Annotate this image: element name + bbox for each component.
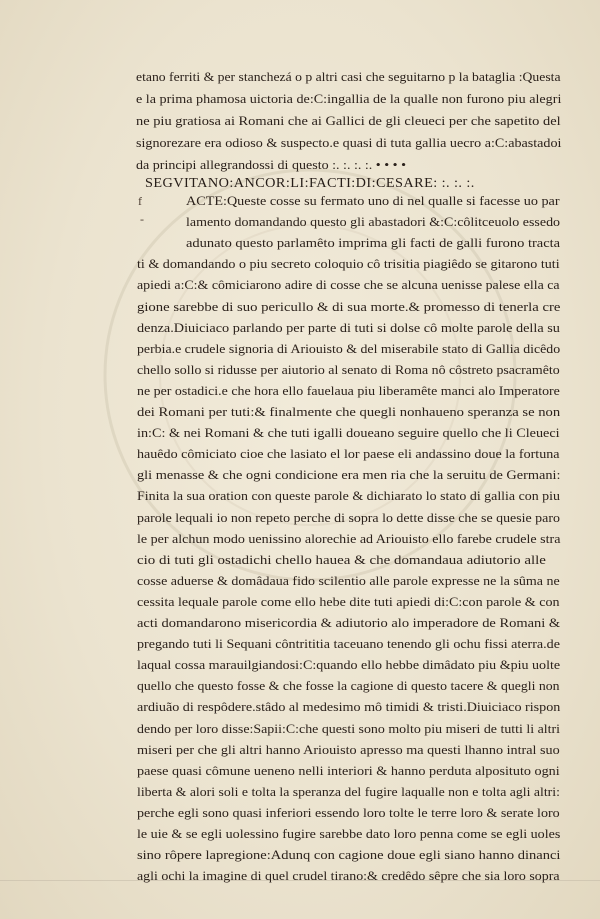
text-line: gli menasse & che ogni condicione era men ria che la seruitu de Germani: bbox=[137, 467, 561, 483]
text-line: apiedi a:C:& cômiciarono adire di cosse che se alcuna uenisse palese ella ca bbox=[137, 277, 560, 293]
text-line: chello sollo si ridusse per aiutorio al senato di Roma nô côstreto psacramêto bbox=[137, 361, 560, 377]
text-line: pregando tuti li Sequani côntrititia taceuano tenendo gli ochu fissi aterra.de bbox=[137, 636, 560, 652]
text-line: liberta & alori soli e tolta la speranza del fugire laqualle non e tolta agli altri: bbox=[137, 783, 560, 799]
text-line: hauêdo cômiciato cioe che lasiato el lor paese eli andassino doue la fortuna bbox=[137, 446, 560, 462]
text-line: dei Romani per tuti:& finalmente che quegli nonhaueno speranza se non bbox=[137, 404, 561, 419]
text-line: cosse aduerse & domâdaua fido scilentio alle parole expresse ne la sûma ne bbox=[137, 572, 560, 588]
text-line: paese quasi cômune ueneno nelli interiori & hanno perduta alposituto ogni bbox=[137, 762, 560, 778]
section-heading: SEGVITANO:ANCOR:LI:FACTI:DI:CESARE: :. :. :. bbox=[145, 175, 475, 190]
text-line: agli ochi la imagine di quel crudel tirano:& credêdo sêpre che sia loro sopra bbox=[137, 868, 560, 884]
text-line: gione sarebbe di suo pericullo & di sua morte.& promesso di tenerla cre bbox=[137, 298, 561, 314]
text-line: ti & domandando o piu secreto coloquio cô trisitia piagiêdo se gitarono tuti bbox=[137, 256, 560, 272]
margin-mark: - bbox=[140, 212, 144, 226]
text-line: ardiuão di respôdere.stâdo al medesimo mô timidi & tristi.Diuiciaco rispon bbox=[137, 699, 561, 715]
text-line: parole lequali io non repeto perche di sopra lo dette disse che se quesie paro bbox=[137, 509, 560, 525]
text-line: e la prima phamosa uictoria de:C:ingallia de la qualle non furono piu alegri bbox=[136, 91, 562, 106]
text-line: Finita la sua oration con queste parole & dichiarato lo stato di gallia con piu bbox=[137, 488, 560, 504]
text-line: le uie & se egli uolessino fugire sarebbe dato loro penna come se egli uoles bbox=[137, 826, 561, 841]
text-line: adunato questo parlamêto imprima gli facti de galli furono tracta bbox=[186, 235, 561, 251]
text-line: perbia.e crudele signoria di Ariouisto & del miserabile stato di Gallia dicêdo bbox=[137, 340, 561, 356]
initial-guide-letter: f bbox=[138, 194, 142, 208]
text-line: acti domandarono misericordia & adiutorio alo imperadore de Romani & bbox=[137, 615, 561, 630]
text-line: signorezare era odioso & suspecto.e quasi di tuta gallia uecro a:C:abastadoi bbox=[136, 135, 562, 150]
text-line: da principi allegrandossi di questo :. :. :. :. • • • • bbox=[136, 157, 407, 172]
text-line: cessita lequale parole come ello hebe dite tuti apiedi di:C:con parole & con bbox=[137, 593, 560, 609]
text-line: etano ferriti & per stanchezá o p altri casi che seguitarno p la bataglia :Questa bbox=[136, 69, 561, 84]
text-line: le per alchun modo uenissino alorechie ad Ariouisto ello farebe crudele stra bbox=[137, 530, 561, 546]
text-line: laqual cossa marauilgiandosi:C:quando ello hebbe dimâdato piu &piu uolte bbox=[137, 657, 561, 673]
text-line: lamento domandando questo gli abastadori &:C:côlitceuolo essedo bbox=[186, 214, 561, 230]
text-line: quello che questo fosse & che fosse la cagione di questo tacere & quegli non bbox=[137, 678, 560, 694]
text-line: dendo per loro disse:Sapii:C:che questi sono molto piu miseri de tutti li altri bbox=[137, 720, 561, 736]
text-line: cio di tuti gli ostadichi chello hauea & che domandaua adiutorio alle bbox=[137, 551, 546, 567]
text-line: sino rôpere lapregione:Adunq con cagione doue egli siano hanno dinanci bbox=[137, 847, 561, 863]
text-line: ne per ostadici.e che hora ello fauelaua piu liberamête manci alo Imperatore bbox=[137, 382, 560, 398]
text-line: miseri per che gli altri hanno Ariouisto apresso ma questi lhanno intral suo bbox=[137, 741, 560, 757]
text-line: in:C: & nei Romani & che tuti igalli doueano seguire quello che li Cleueci bbox=[137, 425, 560, 441]
text-line: ne piu gratiosa ai Romani che ai Gallici de gli cleueci per che sapetito del bbox=[136, 113, 561, 128]
text-line: ACTE:Queste cosse su fermato uno di nel qualle si facesse uo par bbox=[186, 193, 560, 208]
text-line: perche egli sono quasi inferiori essendo loro tolte le terre loro & serate loro bbox=[137, 804, 560, 820]
text-line: denza.Diuiciaco parlando per parte di tuti si dolse cô molte parole della su bbox=[137, 319, 560, 335]
